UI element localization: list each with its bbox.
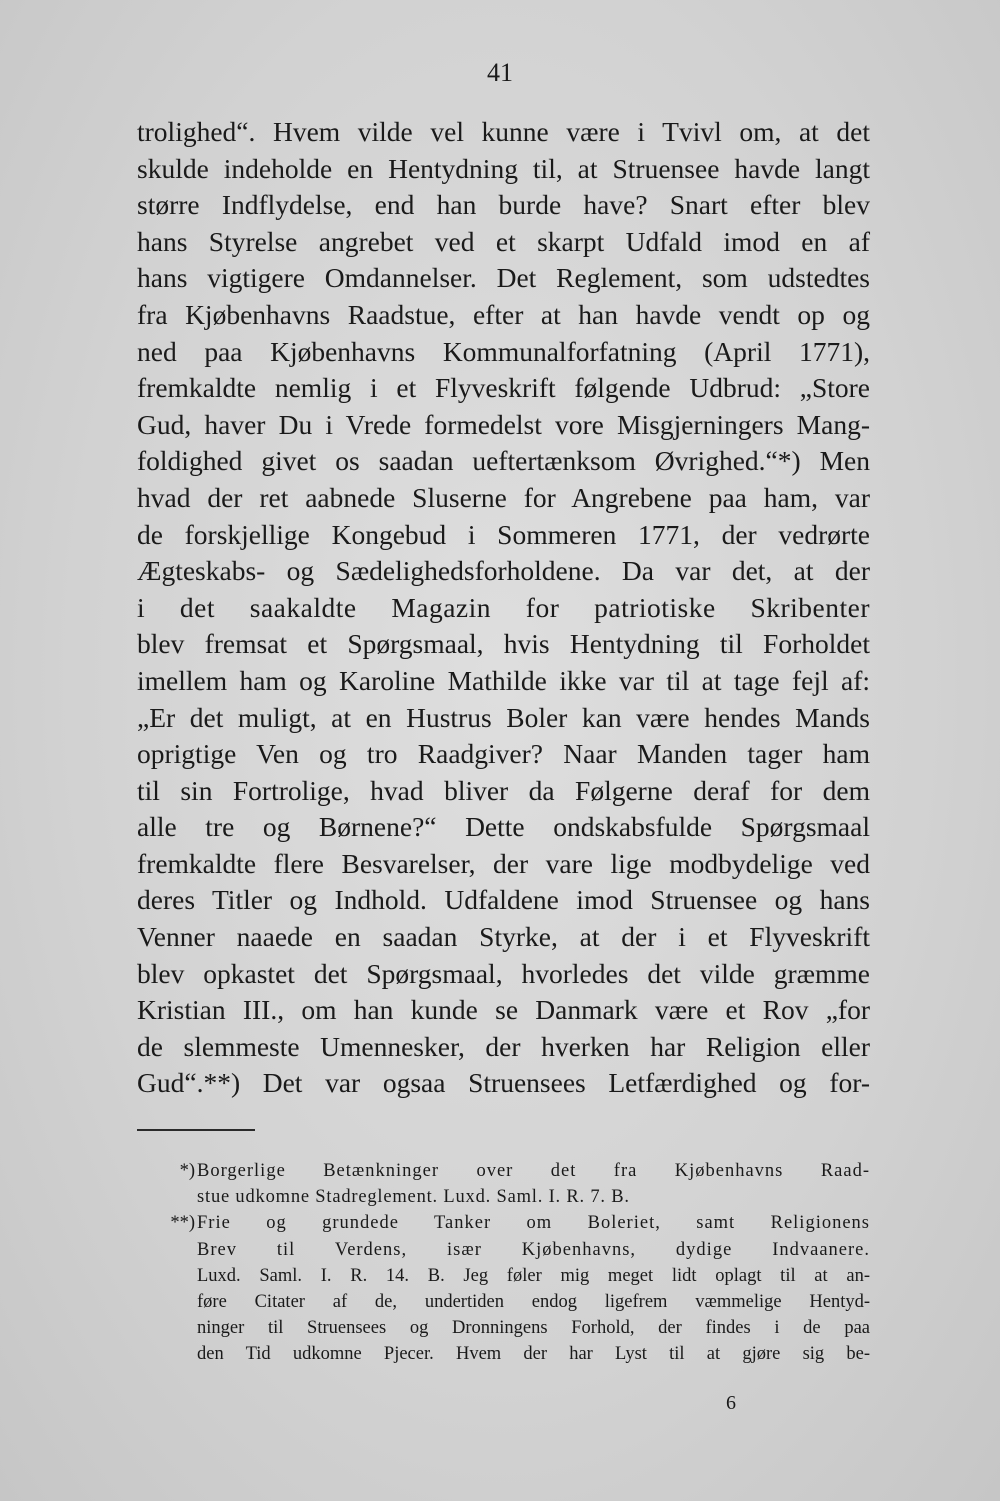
- body-line: i det saakaldte Magazin for patriotiske Skribenter: [137, 591, 870, 623]
- body-line: fremkaldte nemlig i et Flyveskrift følgende Udbrud: „Store: [137, 372, 870, 404]
- body-line: fra Kjøbenhavns Raadstue, efter at han havde vendt op og: [137, 298, 870, 330]
- footnote-line: føre Citater af de, undertiden endog ligefrem væmmelige Hentyd-: [197, 1292, 870, 1313]
- body-line: de slemmeste Umennesker, der hverken har Religion eller: [137, 1030, 870, 1062]
- body-line: deres Titler og Indhold. Udfaldene imod Struensee og hans: [137, 884, 870, 916]
- body-text: [137, 114, 870, 1102]
- body-line: skulde indeholde en Hentydning til, at Struensee havde langt: [137, 152, 870, 184]
- body-line: Gud“.**) Det var ogsaa Struensees Letfærdighed og for-: [137, 1067, 870, 1099]
- signature-mark: 6: [726, 1392, 736, 1414]
- page-number: 41: [487, 58, 513, 87]
- footnote-line: Frie og grundede Tanker om Boleriet, samt Religionens: [197, 1213, 870, 1234]
- body-line: oprigtige Ven og tro Raadgiver? Naar Manden tager ham: [137, 738, 870, 770]
- footnote-marker: *): [179, 1161, 195, 1181]
- footnote-line: Borgerlige Betænkninger over det fra Kjøbenhavns Raad-: [197, 1161, 870, 1181]
- footnote-marker: **): [170, 1213, 195, 1234]
- body-line: trolighed“. Hvem vilde vel kunne være i Tvivl om, at det: [137, 116, 870, 147]
- footnote-line: stue udkomne Stadreglement. Luxd. Saml. I. R. 7. B.: [197, 1187, 630, 1208]
- body-line: Gud, haver Du i Vrede formedelst vore Misgjerningers Mang-: [137, 408, 870, 440]
- footnote: [137, 1210, 870, 1367]
- footnotes: [137, 1158, 870, 1368]
- body-line: Ægteskabs- og Sædelighedsforholdene. Da var det, at der: [137, 555, 870, 587]
- body-line: Kristian III., om han kunde se Danmark være et Rov „for: [137, 994, 870, 1026]
- footnote-divider: [137, 1129, 255, 1131]
- body-line: til sin Fortrolige, hvad bliver da Følgerne deraf for dem: [137, 774, 870, 806]
- body-line: blev opkastet det Spørgsmaal, hvorledes det vilde græmme: [137, 957, 870, 989]
- body-line: hans Styrelse angrebet ved et skarpt Udfald imod en af: [137, 225, 870, 257]
- body-line: Venner naaede en saadan Styrke, at der i et Flyveskrift: [137, 921, 870, 953]
- body-line: imellem ham og Karoline Mathilde ikke var til at tage fejl af:: [137, 664, 870, 696]
- body-line: større Indflydelse, end han burde have? Snart efter blev: [137, 189, 870, 221]
- body-line: „Er det muligt, at en Hustrus Boler kan være hendes Mands: [137, 701, 870, 733]
- body-line: fremkaldte flere Besvarelser, der vare lige modbydelige ved: [137, 847, 870, 879]
- body-line: foldighed givet os saadan ueftertænksom Øvrighed.“*) Men: [137, 445, 870, 477]
- body-line: hans vigtigere Omdannelser. Det Reglement, som udstedtes: [137, 262, 870, 294]
- body-line: hvad der ret aabnede Sluserne for Angrebene paa ham, var: [137, 481, 870, 513]
- body-line: ned paa Kjøbenhavns Kommunalforfatning (April 1771),: [137, 335, 870, 367]
- footnote-line: Brev til Verdens, især Kjøbenhavns, dydige Indvaanere.: [197, 1239, 870, 1260]
- footnote-line: ninger til Struensees og Dronningens Forhold, der findes i de paa: [197, 1318, 870, 1339]
- body-line: de forskjellige Kongebud i Sommeren 1771, der vedrørte: [137, 518, 870, 550]
- footnote-line: Luxd. Saml. I. R. 14. B. Jeg føler mig meget lidt oplagt til at an-: [197, 1265, 870, 1286]
- body-line: alle tre og Børnene?“ Dette ondskabsfulde Spørgsmaal: [137, 811, 870, 843]
- footnote-line: den Tid udkomne Pjecer. Hvem der har Lyst til at gjøre sig be-: [197, 1344, 870, 1365]
- footnote: [137, 1158, 870, 1210]
- body-line: blev fremsat et Spørgsmaal, hvis Hentydning til Forholdet: [137, 628, 870, 660]
